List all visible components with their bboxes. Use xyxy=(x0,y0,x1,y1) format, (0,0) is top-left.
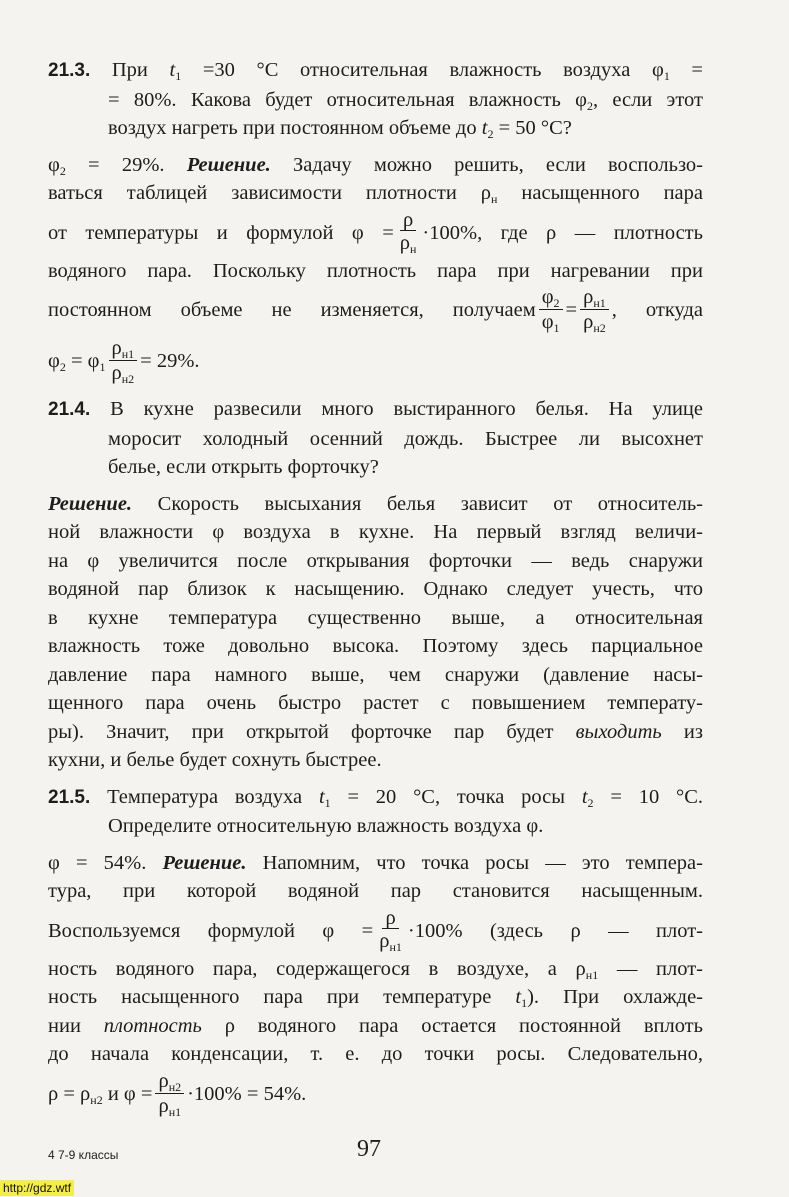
text-run: моросит холодный осенний дождь. Быстрее ли высохнет xyxy=(108,427,703,450)
subscript: 2 xyxy=(586,98,593,113)
numerator xyxy=(155,1071,184,1094)
subscript: н xyxy=(491,192,498,206)
text-run: воздух нагреть при постоянном объеме до xyxy=(108,117,482,139)
solution-label: Решение. xyxy=(162,851,247,874)
text-line xyxy=(48,575,703,604)
numerator xyxy=(109,338,138,361)
text-line xyxy=(48,661,703,690)
numerator xyxy=(539,287,563,310)
text-run: = 29%. xyxy=(140,350,200,372)
subscript: 2 xyxy=(59,360,66,374)
subscript: н2 xyxy=(593,321,606,335)
text-run: ρ xyxy=(583,311,594,333)
solution-label: Решение. xyxy=(48,492,133,515)
text-run: влажность тоже довольно высока. Поэтому здесь парциальное xyxy=(48,635,703,657)
text-run: на φ увеличится после открывания форточки — ведь снаружи xyxy=(48,549,703,572)
text-line xyxy=(48,783,703,813)
text-line xyxy=(48,604,703,633)
text-line xyxy=(48,1069,703,1120)
text-run: тура, при которой водяной пар становится насыщенным. xyxy=(48,880,703,902)
text-run: ρ xyxy=(399,231,410,254)
page-content xyxy=(48,0,703,1120)
problem-number: 21.3. xyxy=(48,60,91,81)
text-run: ρ xyxy=(379,929,390,952)
text-run: , если этот xyxy=(592,88,703,111)
text-run: плотность xyxy=(103,1014,202,1037)
denominator xyxy=(376,929,405,953)
text-run: ρ xyxy=(111,362,122,384)
denominator xyxy=(397,231,420,255)
solution-21-4 xyxy=(48,490,703,775)
numerator xyxy=(382,908,398,929)
text-line xyxy=(48,490,703,519)
text-run: t xyxy=(169,59,176,81)
signature-mark: 4 7-9 классы xyxy=(48,1147,119,1162)
text-run: t xyxy=(515,986,522,1008)
text-run: = 50 °C? xyxy=(493,117,572,139)
text-run: от температуры и формулой φ = xyxy=(48,221,394,244)
text-run: Температура воздуха xyxy=(90,785,319,808)
solution-label: Решение. xyxy=(186,153,271,176)
text-run: — плот- xyxy=(598,957,703,980)
page-footer xyxy=(0,1134,789,1174)
text-run: ность водяного пара, содержащегося в воздухе, а ρ xyxy=(48,957,586,980)
text-line xyxy=(48,257,703,286)
text-run: ·100% = 54%. xyxy=(187,1082,307,1105)
text-run: Скорость высыхания белья зависит от относитель- xyxy=(132,492,703,515)
text-run: =30 °C относительная влажность воздуха φ xyxy=(181,59,664,81)
text-run: водяной пар близок к насыщению. Однако следует учесть, что xyxy=(48,578,703,600)
text-run: ρ xyxy=(158,1069,169,1092)
text-run: = xyxy=(669,59,703,81)
problem-21-5 xyxy=(48,783,703,841)
subscript: 2 xyxy=(59,163,66,178)
text-run: нии xyxy=(48,1014,104,1037)
text-run: ρ xyxy=(158,1094,169,1117)
text-run: ρ xyxy=(402,208,414,231)
fraction xyxy=(539,287,563,334)
text-run: φ xyxy=(541,311,554,333)
text-run: постоянном объеме не изменяется, получаем xyxy=(48,299,536,321)
subscript: 1 xyxy=(663,69,670,83)
text-line xyxy=(48,86,703,115)
text-run: ρ xyxy=(583,286,594,308)
subscript: н1 xyxy=(121,347,135,361)
text-run: t xyxy=(318,785,325,808)
subscript: н1 xyxy=(585,967,599,982)
text-line xyxy=(48,453,703,482)
text-line xyxy=(48,179,703,208)
text-run: ной влажности φ воздуха в кухне. На первый взгляд величи- xyxy=(48,521,703,543)
text-run: кухни, и белье будет сохнуть быстрее. xyxy=(48,749,382,771)
text-run: Напомним, что точка росы — это темпера- xyxy=(246,851,703,874)
subscript: 1 xyxy=(175,69,182,83)
subscript: 1 xyxy=(553,321,560,335)
text-line xyxy=(48,547,703,576)
text-run: = 80%. Какова будет относительная влажность φ xyxy=(108,88,587,111)
subscript: 2 xyxy=(553,296,560,310)
text-run: белье, если открыть форточку? xyxy=(108,456,379,478)
text-run: ры). Значит, при открытой форточке пар будет xyxy=(48,720,576,743)
text-run: выходить xyxy=(575,720,662,743)
subscript: н xyxy=(410,241,417,256)
problem-number: 21.4. xyxy=(48,399,91,420)
text-run: = 20 °C, точка росы xyxy=(330,785,582,808)
text-line xyxy=(48,1012,703,1041)
numerator xyxy=(400,210,416,231)
text-run: При xyxy=(90,59,170,81)
denominator xyxy=(539,310,563,334)
fraction xyxy=(155,1071,184,1118)
text-run: и φ = xyxy=(102,1082,153,1105)
text-line xyxy=(48,151,703,180)
text-run: φ xyxy=(48,153,60,176)
numerator xyxy=(580,287,609,310)
text-line xyxy=(48,114,703,143)
subscript: 1 xyxy=(99,360,106,374)
solution-21-3 xyxy=(48,151,703,388)
text-line xyxy=(48,812,703,841)
fraction xyxy=(376,908,405,953)
text-run: из xyxy=(661,720,703,743)
text-line xyxy=(48,849,703,878)
text-run: ность насыщенного пара при температуре xyxy=(48,986,516,1008)
text-line xyxy=(48,208,703,257)
text-run: Задачу можно решить, если воспользо- xyxy=(270,153,703,176)
text-run: = φ xyxy=(65,350,100,372)
problem-21-4 xyxy=(48,395,703,482)
subscript: н1 xyxy=(389,939,402,954)
text-line xyxy=(48,983,703,1012)
fraction xyxy=(109,338,138,385)
text-run: ρ xyxy=(385,906,396,929)
text-run: φ = 54%. xyxy=(48,851,163,874)
text-line xyxy=(48,285,703,336)
text-run: до начала конденсации, т. е. до точки росы. Следовательно, xyxy=(48,1043,703,1065)
text-line xyxy=(48,906,703,955)
watermark-link[interactable]: http://gdz.wtf xyxy=(0,1180,74,1196)
subscript: н1 xyxy=(168,1104,182,1119)
text-run: ρ xyxy=(111,337,122,359)
page-number: 97 xyxy=(357,1135,381,1162)
text-line xyxy=(48,56,703,86)
subscript: н1 xyxy=(593,296,606,310)
text-run: , откуда xyxy=(611,299,703,321)
fraction xyxy=(580,287,609,334)
text-run: щенного пара очень быстро растет с повышением температу- xyxy=(48,692,703,714)
denominator xyxy=(155,1094,184,1118)
subscript: н2 xyxy=(168,1079,182,1094)
problem-number: 21.5. xyxy=(48,786,91,808)
subscript: 2 xyxy=(587,795,594,810)
text-line xyxy=(48,1040,703,1069)
text-run: φ xyxy=(541,286,554,308)
subscript: 2 xyxy=(487,127,494,141)
fraction xyxy=(397,210,420,255)
text-run: Воспользуемся формулой φ = xyxy=(48,919,374,942)
text-line xyxy=(48,877,703,906)
text-run: Определите относительную влажность воздуха φ. xyxy=(108,815,544,837)
text-run: ). При охлажде- xyxy=(527,986,703,1008)
subscript: 1 xyxy=(521,996,528,1010)
text-line xyxy=(48,425,703,454)
text-run: В кухне развесили много выстиранного белья. На улице xyxy=(90,398,703,420)
text-line xyxy=(48,746,703,775)
text-run: водяного пара. Поскольку плотность пара при нагревании при xyxy=(48,259,703,282)
problem-21-3 xyxy=(48,56,703,143)
subscript: н2 xyxy=(121,372,135,386)
text-line xyxy=(48,632,703,661)
denominator xyxy=(580,310,609,334)
denominator xyxy=(109,361,138,385)
text-line xyxy=(48,955,703,984)
text-line xyxy=(48,336,703,387)
text-run: насыщенного пара xyxy=(497,182,704,204)
text-run: = 29%. xyxy=(65,153,187,176)
text-run: ваться таблицей зависимости плотности ρ xyxy=(48,182,492,204)
text-run: φ xyxy=(48,350,60,372)
subscript: 1 xyxy=(324,795,331,810)
solution-21-5 xyxy=(48,849,703,1120)
text-run: = xyxy=(565,299,578,321)
text-run: ·100% (здесь ρ — плот- xyxy=(407,919,703,942)
text-run: t xyxy=(481,117,488,139)
text-line xyxy=(48,395,703,425)
text-run: ρ водяного пара остается постоянной вплоть xyxy=(201,1014,703,1037)
text-run: давление пара намного выше, чем снаружи (давление насы- xyxy=(48,663,703,686)
text-line xyxy=(48,718,703,747)
text-run: ρ = ρ xyxy=(48,1082,91,1105)
text-line xyxy=(48,689,703,718)
text-run: = 10 °C. xyxy=(593,785,703,808)
text-run: ·100%, где ρ — плотность xyxy=(422,221,703,244)
text-run: в кухне температура существенно выше, а относительная xyxy=(48,606,703,629)
subscript: н2 xyxy=(90,1092,103,1107)
text-run: t xyxy=(581,785,588,808)
text-line xyxy=(48,518,703,547)
